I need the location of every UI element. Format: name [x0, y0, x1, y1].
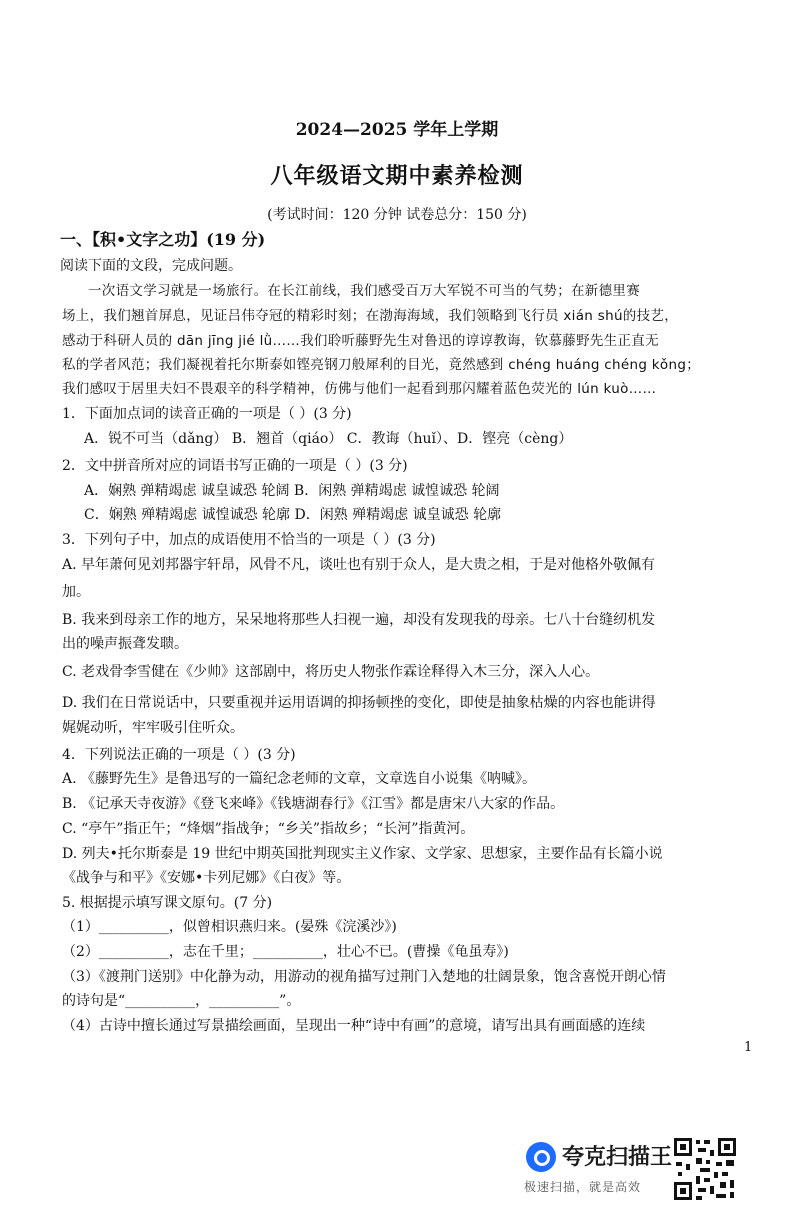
question-3-option-b-cont: 出的噪声振聋发聩。 [62, 636, 188, 652]
passage-line: 我们感叹于居里夫妇不畏艰辛的科学精神，仿佛与他们一起看到那闪耀着蓝色荧光的 lún kuò…… [62, 381, 657, 397]
scanner-watermark [520, 1138, 673, 1198]
question-1-stem: 1．下面加点词的读音正确的一项是（ ）(3 分) [62, 406, 352, 422]
page-number: 1 [744, 1040, 753, 1055]
exam-title: 八年级语文期中素养检测 [270, 163, 524, 189]
question-3-option-d: D. 我们在日常说话中，只要重视并运用语调的抑扬顿挫的变化，即使是抽象枯燥的内容也能讲得 [62, 695, 656, 711]
question-3-option-a: A. 早年萧何见刘邦器宇轩昂，风骨不凡，谈吐也有别于众人，是大贵之相，于是对他格外敬佩有 [62, 557, 656, 573]
question-5-part-2: （2）__________，志在千里；__________，壮心不已。(曹操《龟虽寿》) [62, 944, 509, 960]
question-2-options-ab: A．娴熟 弹精竭虑 诚皇诚恐 轮阔 B．闲熟 弹精竭虑 诚惶诚恐 轮阔 [84, 483, 500, 499]
question-2-stem: 2．文中拼音所对应的词语书写正确的一项是（ ）(3 分) [62, 458, 408, 474]
question-4-option-c: C. “亭午”指正午；“烽烟”指战争；“乡关”指故乡；“长河”指黄河。 [62, 821, 475, 837]
question-3-option-b: B. 我来到母亲工作的地方，呆呆地将那些人扫视一遍，却没有发现我的母亲。七八十台缝纫机发 [62, 612, 656, 628]
question-5-part-1: （1）__________，似曾相识燕归来。(晏殊《浣溪沙》) [62, 919, 397, 935]
question-4-option-d-cont: 《战争与和平》《安娜•卡列尼娜》《白夜》等。 [62, 870, 351, 886]
question-5-part-3-cont: 的诗句是“__________，__________”。 [62, 993, 301, 1009]
question-4-stem: 4．下列说法正确的一项是（ ）(3 分) [62, 747, 296, 763]
school-year: 2024—2025 学年上学期 [295, 120, 499, 140]
section-heading: 一、【积•文字之功】(19 分) [60, 230, 266, 249]
qr-code-icon [672, 1136, 738, 1202]
question-4-option-a: A. 《藤野先生》是鲁迅写的一篇纪念老师的文章，文章选自小说集《呐喊》。 [62, 771, 537, 787]
question-5-stem: 5. 根据提示填写课文原句。(7 分) [62, 895, 273, 911]
exam-info: (考试时间：120 分钟 试卷总分：150 分) [267, 207, 527, 223]
question-3-stem: 3．下列句子中，加点的成语使用不恰当的一项是（ ）(3 分) [62, 532, 436, 548]
scanner-brand: 夸克扫描王 [562, 1145, 673, 1170]
question-5-part-3: （3）《渡荆门送别》中化静为动，用游动的视角描写过荆门入楚地的壮阔景象，饱含喜悦开朗心情 [62, 969, 666, 985]
passage-line: 感动于科研人员的 dān jīng jié lǜ……我们聆听藤野先生对鲁迅的谆谆教诲，钦慕藤野先生正直无 [62, 333, 659, 349]
question-4-option-b: B. 《记承天寺夜游》《登飞来峰》《钱塘湖春行》《江雪》都是唐宋八大家的作品。 [62, 796, 565, 812]
question-3-option-c: C. 老戏骨李雪健在《少帅》这部剧中，将历史人物张作霖诠释得入木三分，深入人心。 [62, 664, 600, 680]
passage-line: 一次语文学习就是一场旅行。在长江前线，我们感受百万大军锐不可当的气势；在新德里赛 [88, 283, 640, 299]
instruction: 阅读下面的文段，完成问题。 [60, 258, 242, 274]
passage-line: 私的学者风范；我们凝视着托尔斯泰如铿亮钢刀般犀利的目光，竟然感到 chéng huáng chéng kǒng； [62, 357, 700, 373]
question-4-option-d: D. 列夫•托尔斯泰是 19 世纪中期英国批判现实主义作家、文学家、思想家，主要作品有长篇小说 [62, 846, 663, 862]
question-5-part-4: （4）古诗中擅长通过写景描绘画面，呈现出一种“诗中有画”的意境，请写出具有画面感的连续 [62, 1018, 646, 1034]
question-1-options: A．锐不可当（dǎng） B．翘首（qiáo） C．教诲（huǐ）、D．铿亮（cèng） [84, 431, 573, 447]
passage-line: 场上，我们翘首屏息，见证吕伟夺冠的精彩时刻；在渤海海域，我们领略到飞行员 xián shú的技艺， [62, 308, 678, 324]
question-2-options-cd: C．娴熟 殚精竭虑 诚惶诚恐 轮廓 D．闲熟 殚精竭虑 诚皇诚恐 轮廓 [84, 507, 502, 523]
question-3-option-d-cont: 娓娓动听，牢牢吸引住听众。 [62, 720, 244, 736]
question-3-option-a-cont: 加。 [62, 584, 90, 600]
scanner-slogan: 极速扫描，就是高效 [524, 1180, 642, 1194]
scanner-logo-icon [526, 1142, 556, 1172]
